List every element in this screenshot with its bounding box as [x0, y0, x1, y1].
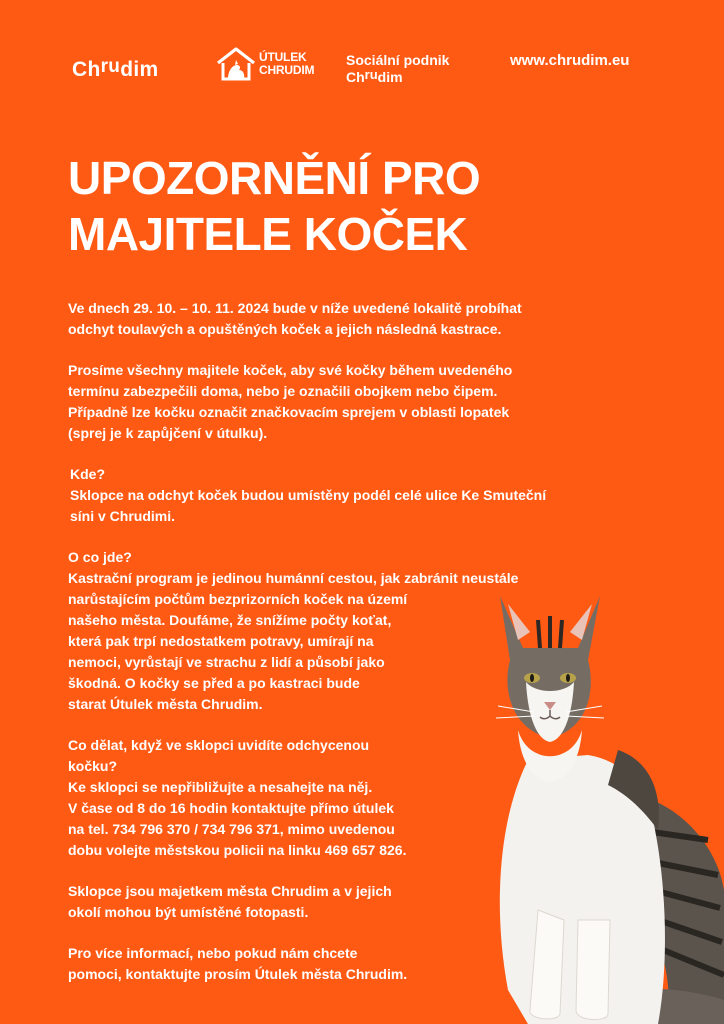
paragraph-what-to-do: Co dělat, když ve sklopci uvidíte odchycenou kočku? Ke sklopci se nepřibližujte a nesahejte na něj. V čase od 8 do 16 hodin kontaktujte přímo útulek na tel. 734 796 370 / 734 796 371, mimo uvedenou dobu volejte městskou policii na linku 469 657 826.	[68, 737, 407, 858]
header	[0, 44, 724, 94]
paragraph-contact: Pro více informací, nebo pokud nám chcete pomoci, kontaktujte prosím Útulek města Chrudim.	[68, 945, 408, 982]
website-link[interactable]: www.chrudim.eu	[510, 52, 630, 69]
page-title: UPOZORNĚNÍ PRO MAJITELE KOČEK	[68, 152, 481, 260]
chrudim-logo[interactable]: Chrudim	[72, 56, 159, 81]
socialni-podnik-logo[interactable]: Sociální podnik Chrudim	[346, 52, 450, 85]
paragraph-about: O co jde? Kastrační program je jedinou humánní cestou, jak zabránit neustále narůstajícím počtům bezprizorních koček na území našeho města. Doufáme, že snížíme počty koťat, která pak trpí nedostatkem potravy, umírají na nemoci, vyrůstají ve strachu z lidí a působí jako škodná. O kočky se před a po kastraci bude starat Útulek města Chrudim.	[68, 549, 519, 712]
paragraph-traps: Sklopce jsou majetkem města Chrudim a v jejich okolí mohou být umístěné fotopasti.	[68, 883, 392, 920]
paragraph-where: Kde? Sklopce na odchyt koček budou umístěny podél celé ulice Ke Smuteční síni v Chrudimi.	[70, 466, 547, 524]
chrudim-word: CHRUDIM	[259, 63, 315, 77]
utulek-word: ÚTULEK	[259, 50, 307, 64]
paragraph-dates: Ve dnech 29. 10. – 10. 11. 2024 bude v níže uvedené lokalitě probíhat odchyt toulavých a opuštěných koček a jejich následná kastrace.	[68, 300, 522, 337]
cat-photo	[468, 590, 724, 1024]
utulek-chrudim-logo[interactable]	[216, 46, 314, 82]
shelter-house-icon	[216, 46, 256, 82]
paragraph-request: Prosíme všechny majitele koček, aby své kočky během uvedeného termínu zabezpečili doma, nebo je označili obojkem nebo čipem. Případně lze kočku označit značkovacím sprejem v oblasti lopatek (sprej je k zapůjčení v útulku).	[68, 362, 513, 441]
